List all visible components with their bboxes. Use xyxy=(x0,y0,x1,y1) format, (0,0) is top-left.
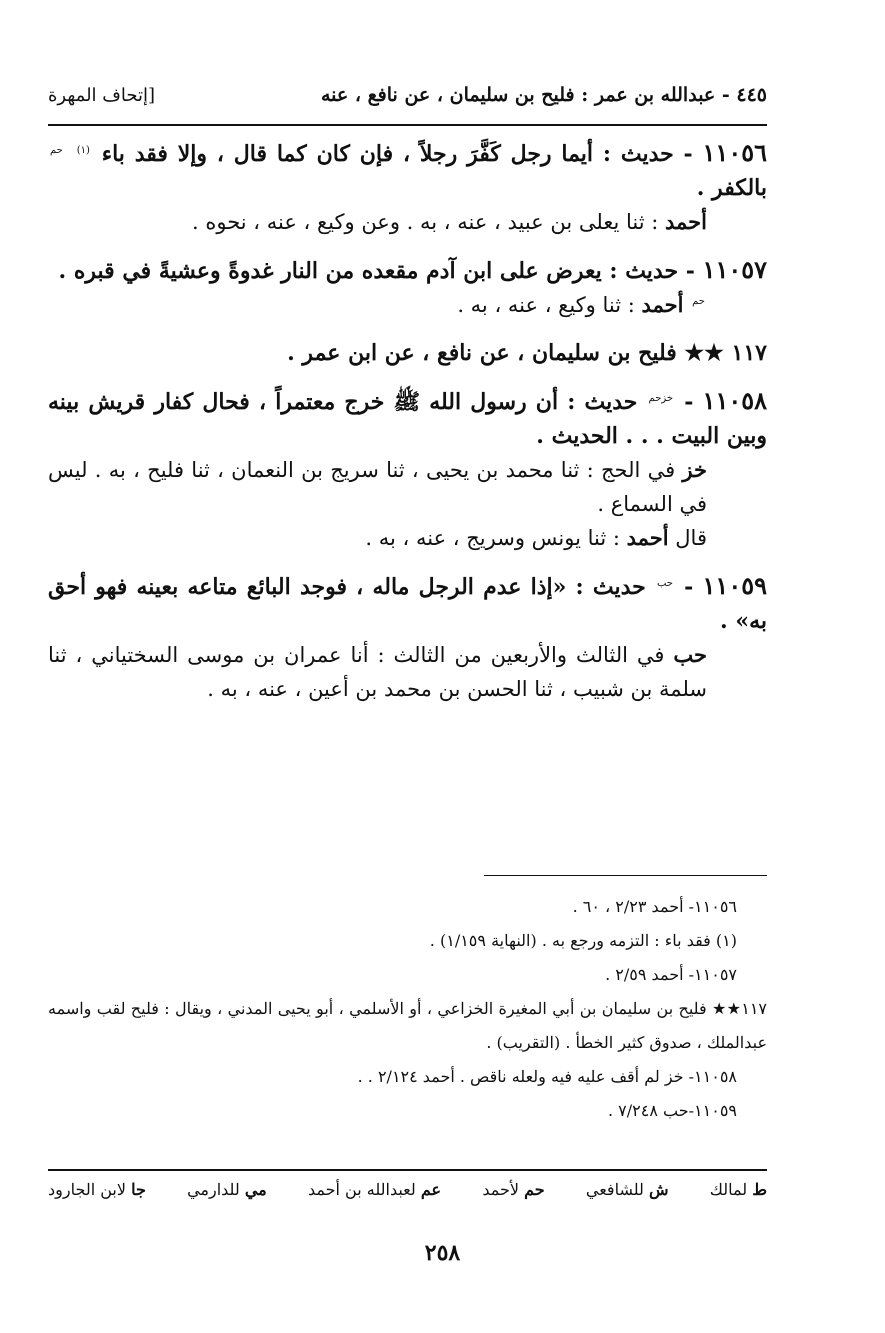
running-title: ٤٤٥ - عبدالله بن عمر : فليح بن سليمان ، عن نافع ، عنه xyxy=(320,84,767,106)
hadith-text: حديث : يعرض على ابن آدم مقعده من النار غدوةً وعشيةً في قبره . xyxy=(58,258,679,284)
hadith-number: ١١٠٥٦ xyxy=(702,138,767,167)
source-chain: : ثنا وكيع ، عنه ، به . xyxy=(457,293,642,317)
abbreviation-item: ط لمالك xyxy=(709,1180,767,1199)
source-name: أحمد xyxy=(665,209,707,234)
source-symbol: خزحم xyxy=(648,392,674,404)
main-text xyxy=(48,136,767,706)
abbreviation-item: مي للدارمي xyxy=(187,1180,267,1199)
source-prefix: قال xyxy=(668,526,707,550)
page-number: ٢٥٨ xyxy=(424,1240,461,1266)
page-header xyxy=(48,78,767,112)
footnote: ١١٠٥٨- خز لم أقف عليه فيه ولعله ناقص . أحمد ٢/١٢٤ . . xyxy=(357,1067,737,1086)
source-line xyxy=(48,638,767,706)
abbreviation-item: حم لأحمد xyxy=(482,1180,545,1199)
source-chain: : ثنا يونس وسريج ، عنه ، به . xyxy=(365,526,627,550)
source-line xyxy=(48,453,767,521)
source-symbol: حم xyxy=(692,296,705,307)
hadith-text-tail: بالكفر . xyxy=(696,175,767,201)
hadith-text: حديث : أن رسول الله ﷺ خرج معتمراً ، فحال كفار قريش بينه وبين البيت . . . الحديث . xyxy=(48,389,767,449)
abbreviation-item: ش للشافعي xyxy=(585,1180,669,1199)
hadith-number: ١١٠٥٧ xyxy=(702,255,767,284)
source-symbol: حب xyxy=(656,577,673,589)
hadith-entry: ١١٠٥٧ - حديث : يعرض على ابن آدم مقعده من النار غدوةً وعشيةً في قبره . xyxy=(58,255,767,284)
footnote: ١١٠٥٩-حب ٧/٢٤٨ . xyxy=(608,1101,737,1120)
source-name: أحمد xyxy=(641,292,684,317)
source-line xyxy=(48,205,767,239)
source-name: أحمد xyxy=(626,525,669,550)
source-name: خز xyxy=(682,457,707,482)
footnote: (١) فقد باء : التزمه ورجع به . (النهاية ١/١٥٩) . xyxy=(429,931,737,950)
footnote: ١١٧★★ فليح بن سليمان بن أبي المغيرة الخزاعي ، أو الأسلمي ، أبو يحيى المدني ، ويقال : فليح لقب واسمه عبدالملك ، صدوق كثير الخطأ . (التقريب) . xyxy=(48,999,767,1052)
book-title: [إتحاف المهرة xyxy=(48,84,156,106)
source-chain: : ثنا يعلى بن عبيد ، عنه ، به . وعن وكيع ، عنه ، نحوه . xyxy=(192,210,666,234)
source-symbol: حم xyxy=(50,144,63,156)
footnotes xyxy=(48,890,767,1128)
hadith-entry: ١١٠٥٩ - $^{حب}$ حديث : «إذا عدم الرجل ماله ، فوجد البائع متاعه بعينه فهو أحق به» . xyxy=(48,571,767,634)
footnote-marker: (١) xyxy=(76,144,90,156)
abbreviation-key xyxy=(48,1180,767,1199)
hadith-entry: ١١٠٥٦ - حديث : أيما رجل كَفَّرَ رجلاً ، فإن كان كما قال ، وإلا فقد باء $^{(١)}$ $^{حم}$ بالكفر . xyxy=(50,138,767,201)
source-name: حب xyxy=(673,642,707,667)
section-heading: ١١٧ ★★ فليح بن سليمان ، عن نافع ، عن ابن عمر . xyxy=(287,340,767,366)
source-chain: في الثالث والأربعين من الثالث : أنا عمران بن موسى السختياني ، ثنا سلمة بن شبيب ، ثنا الحسن بن محمد بن أعين ، عنه ، به . xyxy=(48,643,707,701)
abbreviation-rule xyxy=(48,1169,767,1171)
hadith-text: حديث : أيما رجل كَفَّرَ رجلاً ، فإن كان كما قال ، وإلا فقد باء xyxy=(101,141,674,167)
hadith-entry: ١١٠٥٨ - $^{خزحم}$ حديث : أن رسول الله ﷺ خرج معتمراً ، فحال كفار قريش بينه وبين البيت . . . الحديث . xyxy=(48,386,767,449)
footnote-rule xyxy=(484,875,767,876)
source-line xyxy=(48,521,767,555)
hadith-number: ١١٠٥٩ xyxy=(702,571,767,600)
footnote: ١١٠٥٧- أحمد ٢/٥٩ . xyxy=(605,965,737,984)
footnote: ١١٠٥٦- أحمد ٢/٢٣ ، ٦٠ . xyxy=(572,897,737,916)
hadith-text: حديث : «إذا عدم الرجل ماله ، فوجد البائع متاعه بعينه فهو أحق به» . xyxy=(48,574,767,634)
source-chain: في الحج : ثنا محمد بن يحيى ، ثنا سريج بن النعمان ، ثنا فليح ، به . ليس في السماع . xyxy=(48,458,707,516)
abbreviation-item: جا لابن الجارود xyxy=(48,1180,146,1199)
header-rule xyxy=(48,124,767,126)
hadith-number: ١١٠٥٨ xyxy=(702,386,767,415)
source-line xyxy=(48,288,767,322)
abbreviation-item: عم لعبدالله بن أحمد xyxy=(307,1180,442,1199)
